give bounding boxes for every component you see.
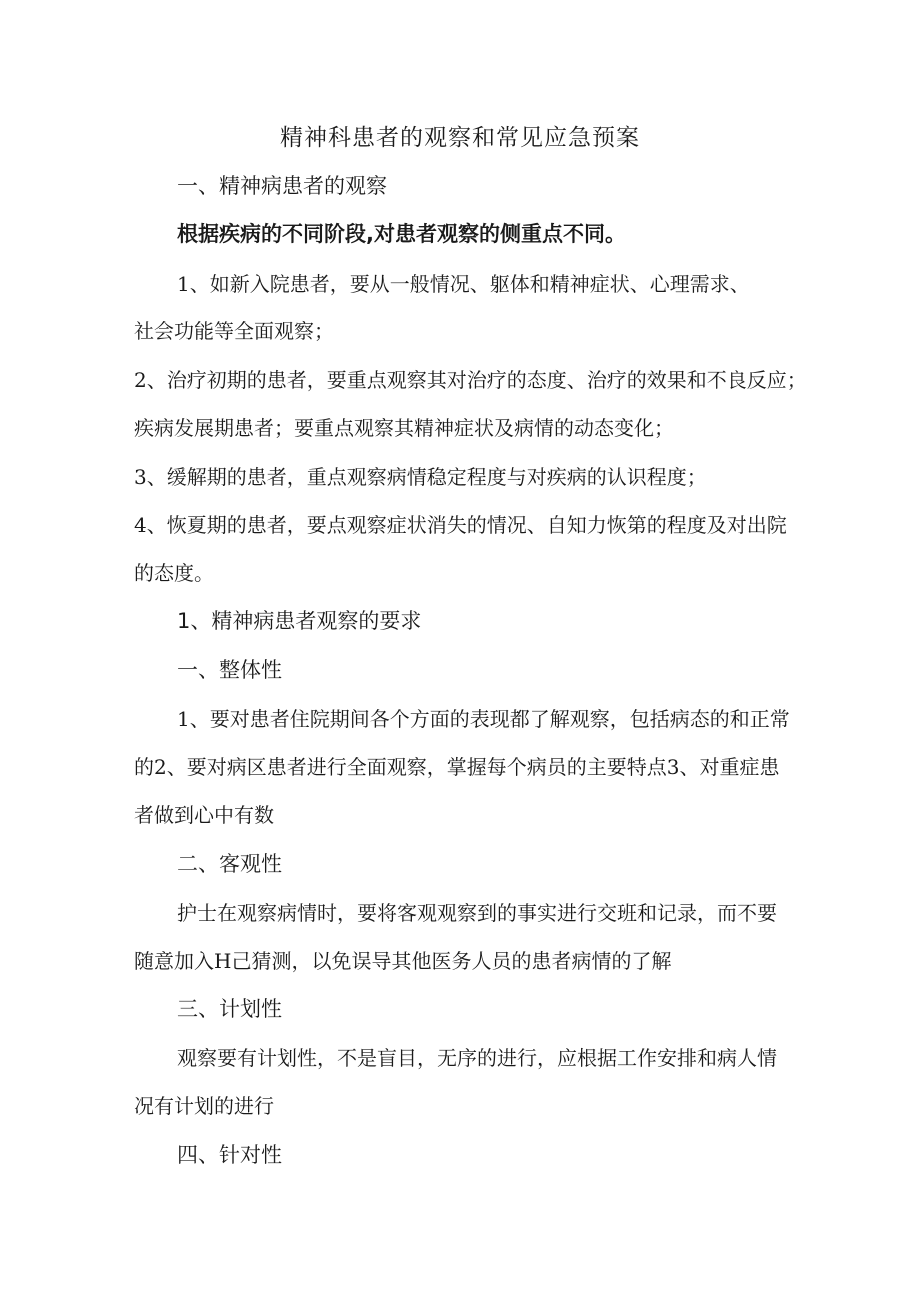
subsection-heading: 四、针对性 — [177, 1143, 282, 1167]
paragraph-line: 3、缓解期的患者，重点观察病情稳定程度与对疾病的认识程度； — [134, 465, 707, 489]
paragraph-line: 护士在观察病情时，要将客观观察到的事实进行交班和记录，而不要 — [177, 901, 777, 925]
subsection-heading: 二、客观性 — [177, 852, 282, 876]
paragraph-line: 随意加入H己猜测，以免误导其他医务人员的患者病情的了解 — [134, 949, 672, 973]
paragraph-line: 的2、要对病区患者进行全面观察，掌握每个病员的主要特点3、对重症患 — [134, 755, 780, 779]
paragraph-line: 观察要有计划性，不是盲目，无序的进行，应根据工作安排和病人情 — [177, 1046, 777, 1070]
section-heading: 一、精神病患者的观察 — [177, 174, 387, 198]
paragraph-line: 疾病发展期患者；要重点观察其精神症状及病情的动态变化； — [134, 416, 674, 440]
paragraph-line: 的态度。 — [134, 561, 214, 585]
paragraph-line: 2、治疗初期的患者，要重点观察其对治疗的态度、治疗的效果和不良反应； — [134, 368, 807, 392]
paragraph-line: 1、如新入院患者，要从一般情况、躯体和精神症状、心理需求、 — [177, 272, 750, 296]
paragraph-line: 1、要对患者住院期间各个方面的表现都了解观察，包括病态的和正常 — [177, 707, 790, 731]
paragraph-line: 4、恢夏期的患者，要点观察症状消失的情况、自知力恢第的程度及对出院 — [134, 513, 787, 537]
page-title: 精神科患者的观察和常见应急预案 — [280, 125, 640, 151]
paragraph-line: 况有计划的进行 — [134, 1094, 274, 1118]
subsection-heading: 1、精神病患者观察的要求 — [177, 609, 422, 633]
paragraph-line: 者做到心中有数 — [134, 803, 274, 827]
subsection-heading: 三、计划性 — [177, 997, 282, 1021]
paragraph-line: 社会功能等全面观察； — [134, 319, 334, 343]
subsection-heading: 一、整体性 — [177, 658, 282, 682]
section-intro: 根据疾病的不同阶段,对患者观察的侧重点不同。 — [177, 222, 626, 246]
